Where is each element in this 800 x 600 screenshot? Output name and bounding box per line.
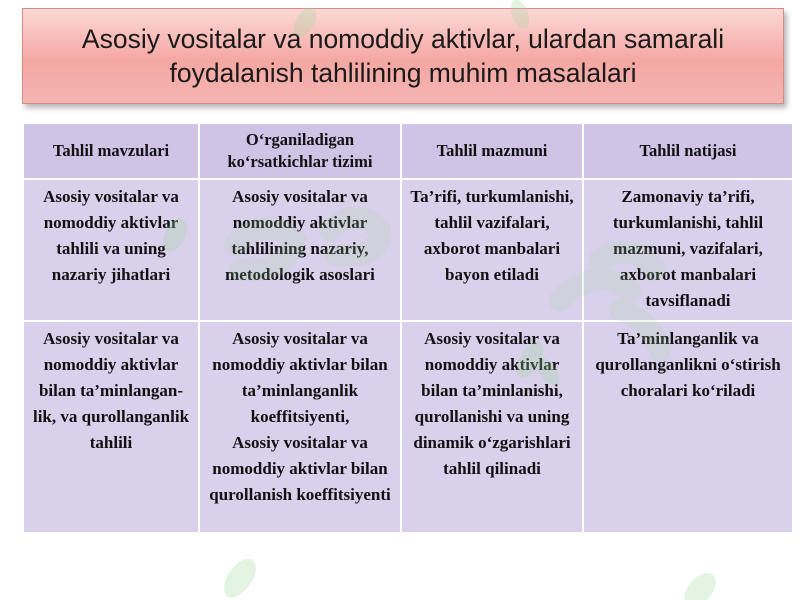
title-banner bbox=[22, 8, 784, 104]
header-label: Tahlil mavzulari bbox=[52, 141, 170, 160]
header-cell bbox=[23, 123, 199, 179]
cell-text: Ta’minlanganlik va qurollanganlikni o‘stirish choralari ko‘riladi bbox=[595, 329, 781, 400]
cell-text: Ta’rifi, turkumlanishi, tahlil vazifalari, axborot manbalari bayon etiladi bbox=[410, 187, 574, 284]
cell-text: Zamonaviy ta’rifi, turkumlanishi, tahlil mazmuni, vazifalari, axborot manbalari tavsiflanadi bbox=[612, 187, 764, 310]
table-cell bbox=[199, 179, 401, 321]
cell-text: Asosiy vositalar va nomoddiy aktivlar bilan ta’minlangan-lik, va qurollanganlik tahlili bbox=[32, 329, 190, 452]
table-cell bbox=[23, 321, 199, 533]
table-cell bbox=[401, 179, 583, 321]
header-cell bbox=[583, 123, 793, 179]
table-cell bbox=[401, 321, 583, 533]
cell-text: Asosiy vositalar va nomoddiy aktivlar tahlili va uning nazariy jihatlari bbox=[43, 187, 179, 284]
table-cell bbox=[23, 179, 199, 321]
header-label: Tahlil mazmuni bbox=[436, 141, 548, 160]
cell-text: Asosiy vositalar va nomoddiy aktivlar bilan ta’minlanishi, qurollanishi va uning dinamik o‘zgarishlari tahlil qilinadi bbox=[413, 329, 571, 478]
header-label: O‘rganiladigan ko‘rsatkichlar tizimi bbox=[227, 130, 373, 171]
table-cell bbox=[199, 321, 401, 533]
table-cell bbox=[583, 179, 793, 321]
analysis-table bbox=[22, 122, 794, 534]
header-cell bbox=[199, 123, 401, 179]
cell-text: Asosiy vositalar va nomoddiy aktivlar tahlilining nazariy, metodologik asoslari bbox=[225, 187, 375, 284]
cell-text: Asosiy vositalar va nomoddiy aktivlar bilan ta’minlanganlik koeffitsiyenti, Asosiy vositalar va nomoddiy aktivlar bilan qurollanish koeffitsiyenti bbox=[209, 329, 391, 504]
table-row bbox=[23, 179, 793, 321]
slide-title: Asosiy vositalar va nomoddiy aktivlar, ulardan samarali foydalanish tahlilining muhim masalalari bbox=[81, 24, 725, 88]
header-label: Tahlil natijasi bbox=[639, 141, 737, 160]
table-row bbox=[23, 321, 793, 533]
table-header-row bbox=[23, 123, 793, 179]
header-cell bbox=[401, 123, 583, 179]
table-cell bbox=[583, 321, 793, 533]
